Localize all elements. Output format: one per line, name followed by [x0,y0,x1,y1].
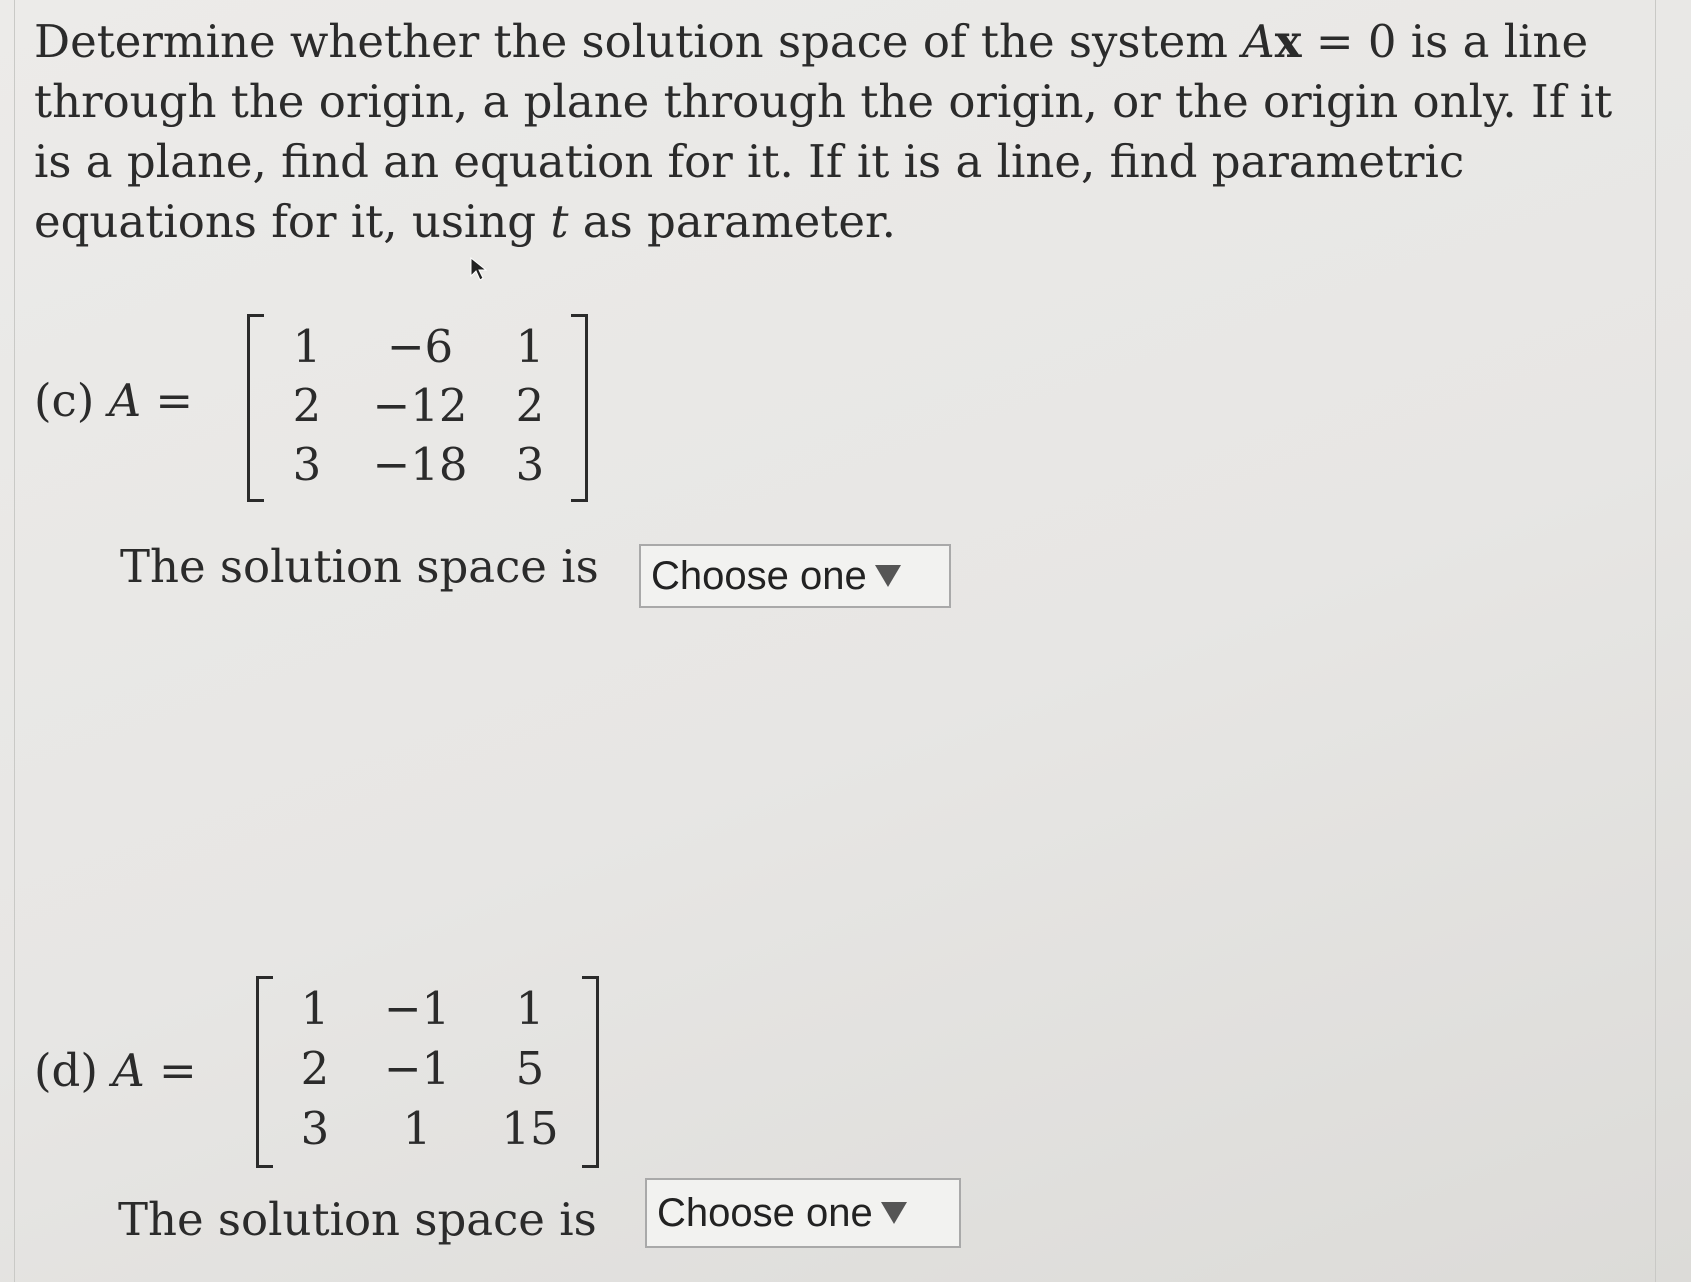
matrix-cell: 1 [300,982,330,1035]
prompt-line-3: is a plane, find an equation for it. If it is a line, find parametric [34,135,1465,188]
matrix-cell: −1 [383,982,451,1035]
mouse-pointer-icon [469,256,491,282]
prompt-line-2: through the origin, a plane through the origin, or the origin only. If it [34,75,1613,128]
part-c-letter: (c) [34,374,109,427]
part-d-solution-dropdown[interactable] [645,1178,961,1248]
prompt-text: equations for it, using [34,195,551,248]
part-d-answer-label: The solution space is [118,1193,597,1246]
question-prompt [34,12,1614,252]
matrix-symbol: A [108,374,142,427]
prompt-line-4 [34,192,1614,252]
matrix-cell: 1 [402,1102,432,1155]
matrix-cell: 2 [292,379,322,432]
matrix-cell: 15 [501,1102,559,1155]
matrix-cell: 3 [300,1102,330,1155]
equals-sign: = [144,1044,197,1097]
matrix-cell: 5 [515,1042,545,1095]
matrix-cell: 3 [292,438,322,491]
part-c-solution-dropdown[interactable] [639,544,951,608]
caret-down-icon [875,565,901,587]
prompt-text: = 0 is a line [1301,15,1589,68]
part-d-label [34,1044,197,1097]
prompt-line-1 [34,12,1614,72]
matrix-cell: 2 [515,379,545,432]
matrix-symbol: A [1242,15,1275,68]
matrix-symbol: A [112,1044,145,1097]
matrix-cell: 2 [300,1042,330,1095]
part-c-label [34,374,193,427]
dropdown-value: Choose one [657,1190,873,1235]
matrix-cell: 1 [515,320,545,373]
parameter-symbol: t [550,195,569,248]
part-c-answer-label: The solution space is [120,540,599,593]
matrix-cell: −6 [386,320,454,373]
matrix-cell: 1 [292,320,322,373]
vector-symbol: x [1274,15,1302,68]
matrix-cell: −12 [372,379,468,432]
prompt-text: Determine whether the solution space of the system [34,15,1243,68]
dropdown-value: Choose one [651,553,867,598]
part-d-letter: (d) [34,1044,113,1097]
matrix-cell: 1 [515,982,545,1035]
equals-sign: = [141,374,194,427]
caret-down-icon [881,1202,907,1224]
prompt-text: as parameter. [568,195,896,248]
matrix-cell: −1 [383,1042,451,1095]
matrix-cell: 3 [515,438,545,491]
matrix-cell: −18 [372,438,468,491]
